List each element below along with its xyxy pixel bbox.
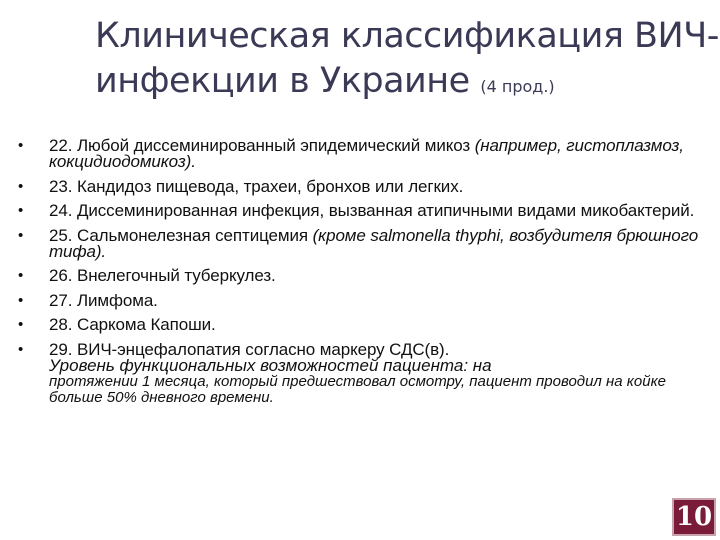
title-line-2	[95, 59, 695, 109]
item-text: 25. Сальмонелезная септицемия	[49, 225, 313, 245]
bullet-icon: •	[18, 202, 24, 219]
item-note: (кроме salmonella thyphi, возбудителя брюшного тифа).	[49, 225, 699, 261]
item-text: 22. Любой диссеминированный эпидемический микоз	[49, 136, 475, 155]
classification-list	[18, 138, 708, 414]
item-text: 24. Диссеминированная инфекция, вызванная атипичными видами микобактерий.	[49, 201, 695, 220]
title-line-1: Клиническая классификация ВИЧ-	[95, 16, 719, 56]
slide-title	[95, 14, 719, 109]
list-item	[18, 176, 708, 196]
item-text: 28. Саркома Капоши.	[49, 315, 216, 334]
item-text: 23. Кандидоз пищевода, трахеи, бронхов или легких.	[49, 176, 464, 196]
list-item	[18, 203, 708, 219]
bullet-icon: •	[18, 267, 24, 284]
item-note-detail: протяжении 1 месяца, который предшествовал осмотру, пациент проводил на койке больше 50% дневного времени.	[49, 372, 666, 406]
title-suffix: (4 прод.)	[480, 77, 555, 96]
list-item	[18, 317, 708, 333]
item-text: 29. ВИЧ-энцефалопатия согласно маркеру СДС(в).	[49, 339, 450, 359]
bullet-icon: •	[18, 177, 24, 195]
list-item	[18, 268, 708, 284]
list-item	[18, 290, 708, 310]
item-text: 26. Внелегочный туберкулез.	[49, 266, 276, 285]
bullet-icon: •	[18, 340, 24, 358]
list-item	[18, 138, 708, 170]
slide-number-badge: 10	[672, 498, 716, 536]
item-text: 27. Лимфома.	[49, 290, 158, 310]
bullet-icon: •	[18, 291, 24, 309]
item-note-heading: Уровень функциональных возможностей пациента: на	[49, 355, 492, 375]
bullet-icon: •	[18, 137, 24, 154]
item-note: (например, гистоплазмоз, кокцидиодомикоз).	[49, 136, 684, 171]
bullet-icon: •	[18, 316, 24, 333]
list-item	[18, 339, 708, 406]
bullet-icon: •	[18, 226, 24, 244]
list-item	[18, 225, 708, 261]
title-line-2-main: инфекции в Украине	[95, 61, 481, 101]
